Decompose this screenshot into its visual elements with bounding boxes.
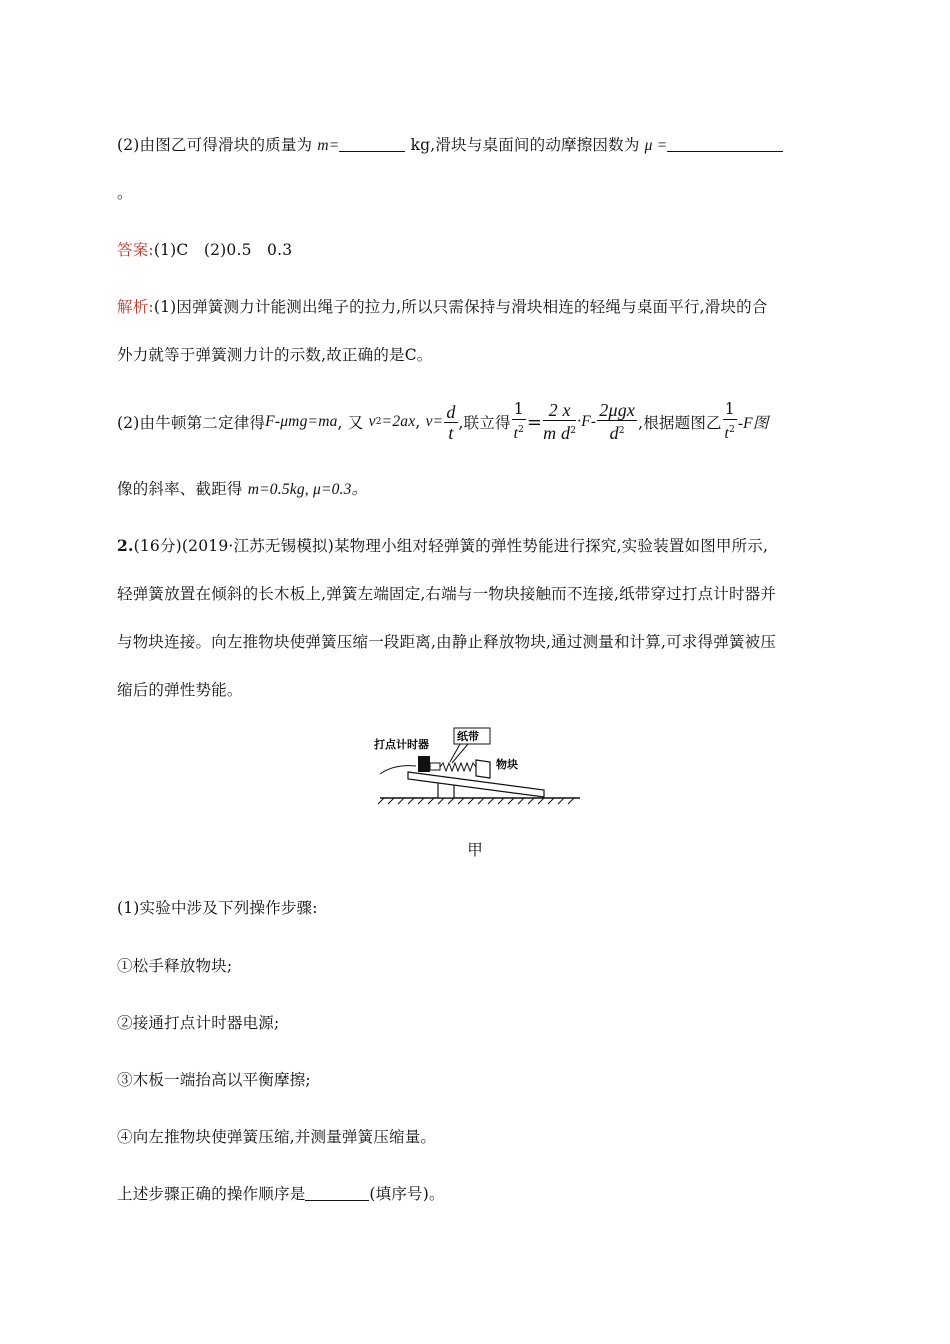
order-question: 上述步骤正确的操作顺序是 (填序号)。 [117,1185,445,1203]
fraction-2x-over-md2: $\frac{2 x}{m d^2}$ [543,399,577,444]
answer-line [117,238,292,260]
answer-label: 答案: [117,241,154,259]
step-3: ③木板一端抬高以平衡摩擦; [117,1071,311,1089]
period-line: 。 [117,184,133,202]
problem2-line-2: 轻弹簧放置在倾斜的长木板上,弹簧左端固定,右端与一物块接触而不连接,纸带穿过打点计时器并 [117,585,777,603]
problem2-line-1: 2.(16分)(2019·江苏无锡模拟)某物理小组对轻弹簧的弹性势能进行探究,实验装置如图甲所示, [117,536,769,555]
fraction-1-over-t2-b: $\frac{1}{t^2}$ [724,400,735,443]
analysis-label: 解析: [117,298,154,316]
problem2-line-3: 与物块连接。向左推物块使弹簧压缩一段距离,由静止释放物块,通过测量和计算,可求得弹簧被压 [117,633,777,651]
analysis-line-2: 外力就等于弹簧测力计的示数,故正确的是C。 [117,346,433,364]
problem2-line-4: 缩后的弹性势能。 [117,681,243,699]
steps-intro: (1)实验中涉及下列操作步骤: [117,899,318,917]
label-block: 物块 [496,758,518,771]
label-timer: 打点计时器 [374,738,429,751]
label-tape: 纸带 [457,730,479,743]
apparatus-diagram [372,722,587,808]
answer-blank-order[interactable] [305,1185,369,1201]
analysis-line-4: 像的斜率、截距得 m=0.5kg, μ=0.3。 [117,480,368,498]
answer-text: (1)C (2)0.5 0.3 [153,241,293,259]
analysis-line-1: 解析:(1)因弹簧测力计能测出绳子的拉力,所以只需保持与滑块相连的轻绳与桌面平行,滑块的合 [117,298,768,316]
answer-blank-mu[interactable] [667,136,783,152]
figure-caption: 甲 [467,841,483,859]
fraction-d-over-t: $\frac{d}{t}$ [446,401,456,443]
step-1: ①松手释放物块; [117,957,233,975]
question-part2: (2)由图乙可得滑块的质量为 m= kg,滑块与桌面间的动摩擦因数为 μ = [117,133,783,155]
problem-number: 2. [117,536,134,555]
fraction-2mugx-over-d2: $\frac{\text{2μgx}}{d^2}$ [599,399,636,444]
answer-blank-mass[interactable] [339,136,405,152]
step-4: ④向左推物块使弹簧压缩,并测量弹簧压缩量。 [117,1128,437,1146]
fraction-1-over-t2: $\frac{1}{t^2}$ [513,400,525,443]
analysis-equation-line: (2)由牛顿第二定律得 F -μmg=ma , 又 v 2 =2ax , v= $\frac{d}{t}$ ,联立得 $\frac{1}{t^2}$ = $\frac{2 x}{m d^2}$ ·F- $\frac{\text{2μgx}}{d^2}$ ,根据题图乙 $\frac{1}{t^2}$ -F图 [117,399,769,444]
step-2: ②接通打点计时器电源; [117,1014,280,1032]
apparatus-figure [372,722,587,812]
